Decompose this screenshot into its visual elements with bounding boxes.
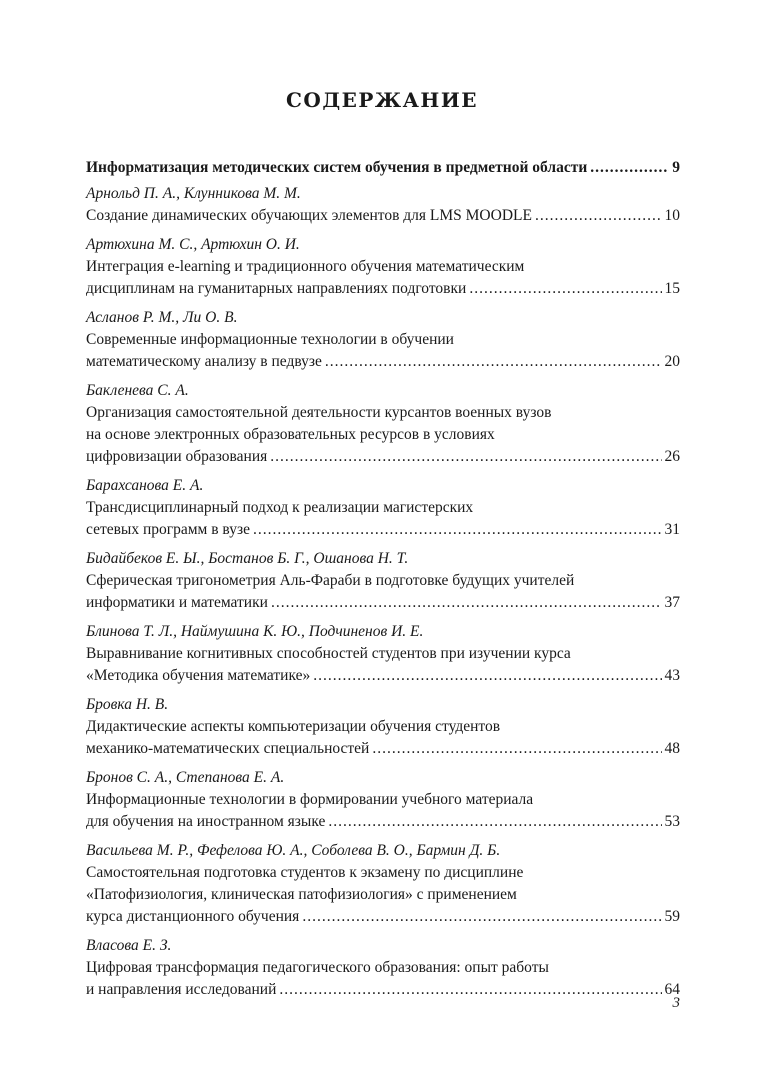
entry-page: 43 bbox=[664, 667, 680, 684]
entry-title-line: Самостоятельная подготовка студентов к экзамену по дисциплине bbox=[86, 864, 524, 881]
toc-entry[interactable] bbox=[86, 840, 680, 928]
toc-entry[interactable] bbox=[86, 548, 680, 614]
toc-entry[interactable] bbox=[86, 935, 680, 1001]
section-heading-label: Информатизация методических систем обучения в предметной области bbox=[86, 159, 588, 176]
entry-authors: Власова Е. З. bbox=[86, 937, 172, 954]
leader-dots bbox=[328, 811, 661, 833]
entry-title-line: Информационные технологии в формировании учебного материала bbox=[86, 791, 534, 808]
entry-page: 31 bbox=[664, 521, 680, 538]
entry-title-line: математическому анализу в педвузе bbox=[86, 353, 322, 370]
leader-dots bbox=[253, 519, 662, 541]
entry-authors: Асланов Р. М., Ли О. В. bbox=[86, 309, 238, 326]
leader-dots bbox=[313, 665, 661, 687]
entry-authors: Бронов С. А., Степанова Е. А. bbox=[86, 769, 285, 786]
entry-title-line: Цифровая трансформация педагогического образования: опыт работы bbox=[86, 959, 549, 976]
entry-title-line: цифровизации образования bbox=[86, 448, 268, 465]
leader-dots bbox=[372, 738, 661, 760]
toc-entry[interactable] bbox=[86, 767, 680, 833]
entry-page: 48 bbox=[664, 740, 680, 757]
toc-entry[interactable] bbox=[86, 307, 680, 373]
entry-page: 37 bbox=[664, 594, 680, 611]
entry-title-line: Организация самостоятельной деятельности курсантов военных вузов bbox=[86, 404, 552, 421]
entry-title-line: сетевых программ в вузе bbox=[86, 521, 250, 538]
entry-authors: Бровка Н. В. bbox=[86, 696, 169, 713]
leader-dots bbox=[469, 278, 661, 300]
leader-dots bbox=[302, 906, 661, 928]
toc-entry[interactable] bbox=[86, 621, 680, 687]
entry-title-line: Создание динамических обучающих элементов для LMS MOODLE bbox=[86, 207, 532, 224]
entry-page: 53 bbox=[664, 813, 680, 830]
entry-page: 59 bbox=[664, 908, 680, 925]
toc-entry[interactable] bbox=[86, 234, 680, 300]
leader-dots bbox=[270, 446, 661, 468]
toc-entries bbox=[86, 183, 680, 1008]
leader-dots bbox=[535, 205, 662, 227]
entry-page: 15 bbox=[664, 280, 680, 297]
toc-entry[interactable] bbox=[86, 694, 680, 760]
entry-title-line: на основе электронных образовательных ресурсов в условиях bbox=[86, 426, 495, 443]
entry-title-line: «Патофизиология, клиническая патофизиология» с применением bbox=[86, 886, 517, 903]
section-heading bbox=[86, 157, 680, 179]
entry-authors: Артюхина М. С., Артюхин О. И. bbox=[86, 236, 300, 253]
entry-authors: Блинова Т. Л., Наймушина К. Ю., Подчиненов И. Е. bbox=[86, 623, 424, 640]
leader-dots bbox=[279, 979, 661, 1001]
leader-dots bbox=[325, 351, 662, 373]
entry-authors: Бакленева С. А. bbox=[86, 382, 189, 399]
entry-title-line: и направления исследований bbox=[86, 981, 277, 998]
entry-title-line: курса дистанционного обучения bbox=[86, 908, 300, 925]
entry-title-line: Выравнивание когнитивных способностей студентов при изучении курса bbox=[86, 645, 571, 662]
entry-title-line: Современные информационные технологии в обучении bbox=[86, 331, 454, 348]
entry-authors: Васильева М. Р., Фефелова Ю. А., Соболева В. О., Бармин Д. Б. bbox=[86, 842, 501, 859]
entry-title-line: Интеграция e-learning и традиционного обучения математическим bbox=[86, 258, 525, 275]
toc-entry[interactable] bbox=[86, 475, 680, 541]
entry-title-line: дисциплинам на гуманитарных направлениях подготовки bbox=[86, 280, 467, 297]
entry-title-line: Сферическая тригонометрия Аль-Фараби в подготовке будущих учителей bbox=[86, 572, 575, 589]
entry-authors: Арнольд П. А., Клунникова М. М. bbox=[86, 185, 301, 202]
entry-page: 64 bbox=[664, 981, 680, 998]
toc-entry[interactable] bbox=[86, 380, 680, 468]
page-title: СОДЕРЖАНИЕ bbox=[286, 88, 478, 112]
entry-page: 20 bbox=[664, 353, 680, 370]
entry-page: 26 bbox=[664, 448, 680, 465]
entry-title-line: Трансдисциплинарный подход к реализации магистерских bbox=[86, 499, 474, 516]
entry-title-line: информатики и математики bbox=[86, 594, 268, 611]
entry-page: 10 bbox=[664, 207, 680, 224]
section-heading-page: 9 bbox=[672, 159, 680, 176]
entry-title-line: Дидактические аспекты компьютеризации обучения студентов bbox=[86, 718, 501, 735]
toc-entry[interactable] bbox=[86, 183, 680, 227]
page-number: 3 bbox=[672, 995, 680, 1011]
entry-title-line: для обучения на иностранном языке bbox=[86, 813, 326, 830]
entry-title-line: механико-математических специальностей bbox=[86, 740, 370, 757]
entry-authors: Бидайбеков Е. Ы., Бостанов Б. Г., Ошанова Н. Т. bbox=[86, 550, 409, 567]
leader-dots bbox=[271, 592, 662, 614]
leader-dots bbox=[590, 157, 669, 179]
entry-authors: Барахсанова Е. А. bbox=[86, 477, 204, 494]
entry-title-line: «Методика обучения математике» bbox=[86, 667, 311, 684]
